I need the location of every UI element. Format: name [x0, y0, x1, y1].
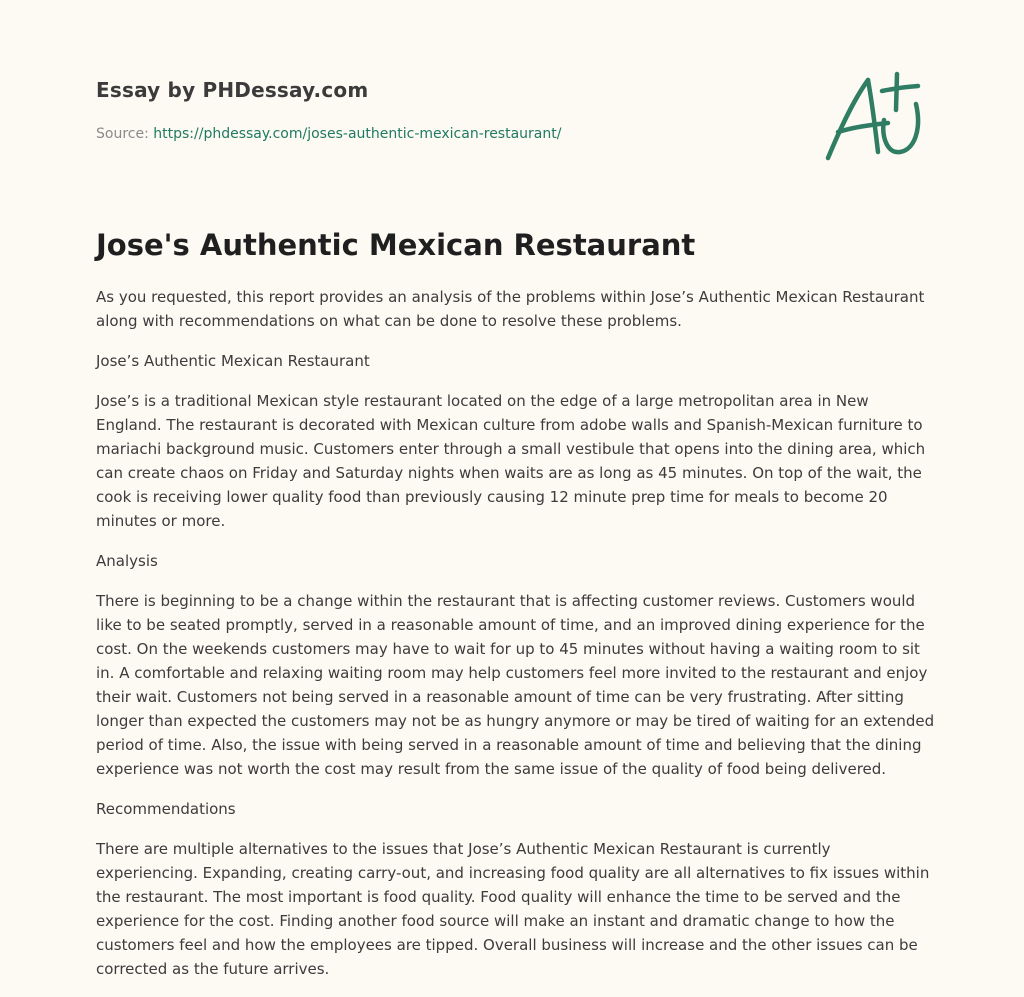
source-link[interactable]: https://phdessay.com/joses-authentic-mexican-restaurant/	[153, 126, 562, 142]
a-plus-grade-icon	[818, 66, 930, 166]
analysis-paragraph: There is beginning to be a change within the restaurant that is affecting customer reviews. Customers would like to be seated promptly, served in a reasonable amount of time, and an improved dining experience for the cost. On the weekends customers may have to wait for up to 45 minutes without having a waiting room to sit in. A comfortable and relaxing waiting room may help customers feel more invited to the restaurant and enjoy their wait. Customers not being served in a reasonable amount of time can be very frustrating. After sitting longer than expected the customers may not be as hungry anymore or may be tired of waiting for an extended period of time. Also, the issue with being served in a reasonable amount of time and believing that the dining experience was not worth the cost may result from the same issue of the quality of food being delivered.	[96, 592, 935, 778]
source-line	[96, 124, 696, 144]
recommendations-paragraph: There are multiple alternatives to the issues that Jose’s Authentic Mexican Restaurant is currently experiencing. Expanding, creating carry-out, and increasing food quality are all alternatives to fix issues within the restaurant. The most important is food quality. Food quality will enhance the time to be served and the experience for the cost. Finding another food source will make an instant and dramatic change to how the customers feel and how the employees are tipped. Overall business will increase and the other issues can be corrected as the future arrives.	[96, 840, 930, 978]
section-heading-analysis: Analysis	[96, 552, 158, 570]
essay-header	[96, 76, 696, 144]
intro-paragraph: As you requested, this report provides an analysis of the problems within Jose’s Authentic Mexican Restaurant along with recommendations on what can be done to resolve these problems.	[96, 288, 925, 330]
section-heading-recommendations: Recommendations	[96, 800, 236, 818]
brand-title: Essay by PHDessay.com	[96, 78, 369, 102]
source-label: Source:	[96, 126, 154, 142]
essay-body	[96, 285, 936, 997]
restaurant-paragraph: Jose’s is a traditional Mexican style restaurant located on the edge of a large metropolitan area in New England. The restaurant is decorated with Mexican culture from adobe walls and Spanish-Mexican furniture to mariachi background music. Customers enter through a small vestibule that opens into the dining area, which can create chaos on Friday and Saturday nights when waits are as long as 45 minutes. On top of the wait, the cook is receiving lower quality food than previously causing 12 minute prep time for meals to become 20 minutes or more.	[96, 392, 926, 530]
essay-title: Jose's Authentic Mexican Restaurant	[96, 228, 696, 262]
section-heading-restaurant: Jose’s Authentic Mexican Restaurant	[96, 352, 370, 370]
